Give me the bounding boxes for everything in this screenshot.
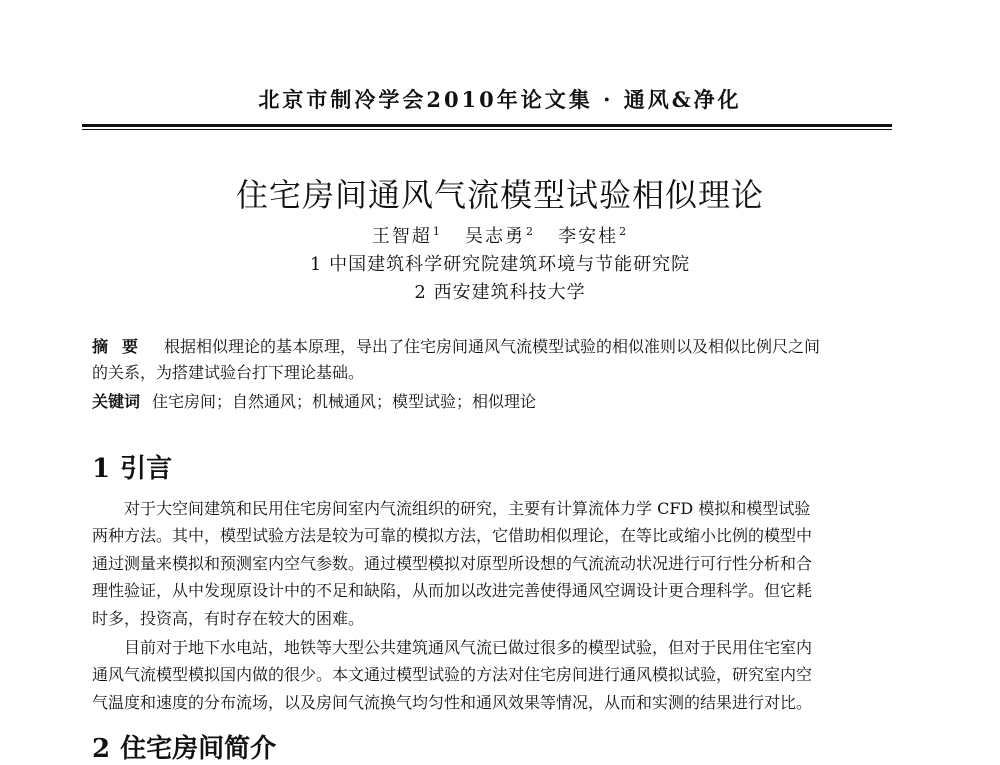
paragraph-line: 气温度和速度的分布流场，以及房间气流换气均匀性和通风效果等情况，从而和实测的结果进行对比。 [92,692,813,712]
section-title: 引言 [120,454,173,484]
paragraph-line: 时多，投资高，有时存在较大的困难。 [92,608,365,628]
paragraph-line: 通风气流模型模拟国内做的很少。本文通过模型试验的方法对住宅房间进行通风模拟试验，研究室内空 [92,665,813,685]
section-number: 2 [92,734,111,764]
author-affiliation-mark: 1 [432,225,442,238]
paper-title: 住宅房间通风气流模型试验相似理论 [235,176,764,214]
author-name: 王智超 [371,226,432,247]
author-list [0,222,1000,248]
abstract-text-line: 的关系，为搭建试验台打下理论基础。 [92,363,365,382]
affiliation-1: 1 中国建筑科学研究院建筑环境与节能研究院 [309,254,691,275]
abstract-continuation [92,360,892,386]
running-head: 北京市制冷学会2010年论文集 · 通风&净化 [258,87,742,112]
keywords-label: 关键词 [92,392,141,411]
keywords [92,389,892,415]
author-name: 李安桂 [558,226,619,247]
paragraph-line: 通过测量来模拟和预测室内空气参数。通过模型模拟对原型所设想的气流流动状况进行可行性分析和合 [92,553,813,573]
abstract-text-line: 根据相似理论的基本原理，导出了住宅房间通风气流模型试验的相似准则以及相似比例尺之间 [164,337,821,356]
keywords-text: 住宅房间；自然通风；机械通风；模型试验；相似理论 [152,392,537,411]
author-name: 吴志勇 [465,226,525,247]
header-rule-thin [82,129,892,130]
author-affiliation-mark: 2 [526,225,535,238]
section-title: 住宅房间简介 [120,734,277,764]
paragraph-line: 对于大空间建筑和民用住宅房间室内气流组织的研究，主要有计算流体力学 CFD 模拟和模型试验 [124,499,811,518]
paragraph-line: 目前对于地下水电站，地铁等大型公共建筑通风气流已做过很多的模型试验，但对于民用住宅室内 [124,638,813,657]
paragraph-line: 理性验证，从中发现原设计中的不足和缺陷，从而加以改进完善使得通风空调设计更合理科学。但它耗 [92,581,813,601]
paragraph [92,495,892,632]
abstract-label: 摘要 [92,337,153,356]
paragraph-line: 两种方法。其中，模型试验方法是较为可靠的模拟方法，它借助相似理论，在等比或缩小比例的模型中 [92,526,813,546]
paragraph [92,634,892,716]
author-affiliation-mark: 2 [619,225,629,238]
affiliation-2: 2 西安建筑科技大学 [414,282,586,303]
section-number: 1 [92,454,111,484]
section-heading [92,728,276,765]
section-heading [92,448,172,485]
abstract [92,334,892,360]
header-rule-thick [82,124,892,127]
